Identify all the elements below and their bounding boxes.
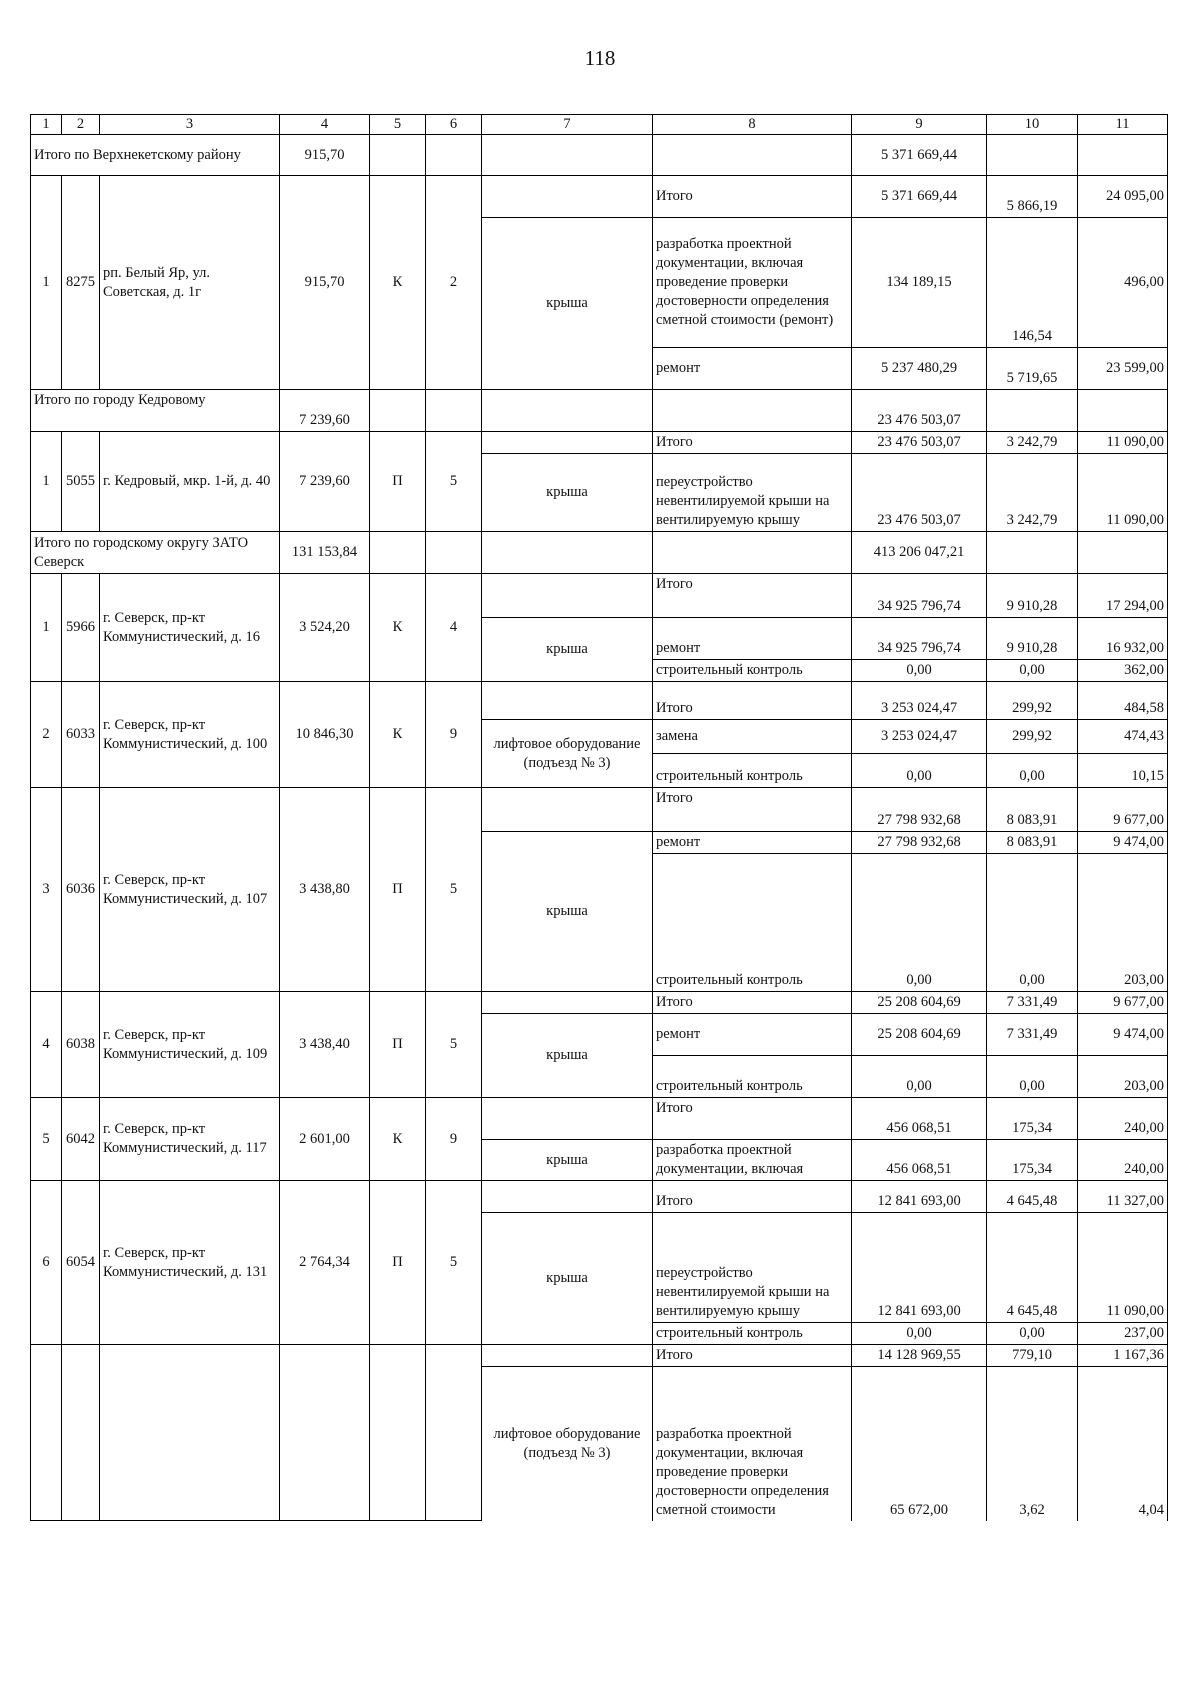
cost-cell: 5 371 669,44	[852, 176, 987, 218]
cost-per-m2-cell: 4 645,48	[987, 1213, 1078, 1323]
district-total-label: Итого по городу Кедровому	[31, 390, 280, 432]
cost-per-m2-cell: 5 719,65	[987, 348, 1078, 390]
wall-material-cell: К	[370, 176, 426, 390]
table-row	[31, 1181, 1168, 1213]
wall-material-cell: П	[370, 788, 426, 992]
area-cell: 915,70	[280, 176, 370, 390]
work-label: строительный контроль	[653, 754, 852, 788]
work-label: разработка проектной документации, включая	[653, 1140, 852, 1181]
work-label: разработка проектной документации, включая проведение проверки достоверности определения сметной стоимости (ремонт)	[653, 218, 852, 348]
work-label: переустройство невентилируемой крыши на вентилируемую крышу	[653, 1213, 852, 1323]
cost-per-m2-cell: 8 083,91	[987, 788, 1078, 832]
house-id: 5966	[62, 574, 100, 682]
cost-per-m2-cell: 146,54	[987, 218, 1078, 348]
cost-cell: 25 208 604,69	[852, 1014, 987, 1056]
cost-cell: 65 672,00	[852, 1367, 987, 1521]
wall-material-cell: П	[370, 1181, 426, 1345]
house-id: 5055	[62, 432, 100, 532]
district-total-label: Итого по Верхнекетскому району	[31, 135, 280, 176]
cost-cell: 12 841 693,00	[852, 1181, 987, 1213]
max-cost-cell: 237,00	[1078, 1323, 1168, 1345]
cost-per-m2-cell: 0,00	[987, 1056, 1078, 1098]
cost-cell: 23 476 503,07	[852, 390, 987, 432]
element-cell: крыша	[482, 618, 653, 682]
floors-cell: 5	[426, 1181, 482, 1345]
work-label: Итого	[653, 682, 852, 720]
column-number: 11	[1078, 115, 1168, 135]
column-number: 10	[987, 115, 1078, 135]
column-number-row	[31, 115, 1168, 135]
area-cell: 7 239,60	[280, 432, 370, 532]
capital-repair-table	[30, 114, 1168, 1521]
wall-material-cell: П	[370, 432, 426, 532]
row-number: 4	[31, 992, 62, 1098]
max-cost-cell: 23 599,00	[1078, 348, 1168, 390]
area-cell: 3 438,40	[280, 992, 370, 1098]
area-cell: 3 524,20	[280, 574, 370, 682]
table-row	[31, 1098, 1168, 1140]
house-id: 6042	[62, 1098, 100, 1181]
table-row	[31, 574, 1168, 618]
address-cell: рп. Белый Яр, ул. Советская, д. 1г	[100, 176, 280, 390]
house-id: 6033	[62, 682, 100, 788]
row-number: 5	[31, 1098, 62, 1181]
cost-cell: 456 068,51	[852, 1098, 987, 1140]
row-number: 1	[31, 574, 62, 682]
row-number: 6	[31, 1181, 62, 1345]
cost-cell: 34 925 796,74	[852, 574, 987, 618]
area-cell: 2 764,34	[280, 1181, 370, 1345]
cost-per-m2-cell: 0,00	[987, 854, 1078, 992]
column-number: 5	[370, 115, 426, 135]
cost-per-m2-cell: 9 910,28	[987, 618, 1078, 660]
cost-per-m2-cell: 7 331,49	[987, 992, 1078, 1014]
column-number: 2	[62, 115, 100, 135]
wall-material-cell: П	[370, 992, 426, 1098]
row-number: 1	[31, 176, 62, 390]
floors-cell: 9	[426, 682, 482, 788]
work-label: ремонт	[653, 1014, 852, 1056]
element-cell: лифтовое оборудование (подъезд № 3)	[482, 1367, 653, 1521]
cost-cell: 0,00	[852, 1056, 987, 1098]
column-number: 7	[482, 115, 653, 135]
floors-cell: 5	[426, 788, 482, 992]
max-cost-cell: 9 677,00	[1078, 992, 1168, 1014]
area-cell: 7 239,60	[280, 390, 370, 432]
cost-cell: 23 476 503,07	[852, 454, 987, 532]
area-cell: 10 846,30	[280, 682, 370, 788]
area-cell: 915,70	[280, 135, 370, 176]
max-cost-cell: 24 095,00	[1078, 176, 1168, 218]
element-cell: лифтовое оборудование (подъезд № 3)	[482, 720, 653, 788]
cost-per-m2-cell: 3 242,79	[987, 432, 1078, 454]
cost-cell: 27 798 932,68	[852, 788, 987, 832]
row-number: 3	[31, 788, 62, 992]
column-number: 1	[31, 115, 62, 135]
cost-cell: 134 189,15	[852, 218, 987, 348]
cost-per-m2-cell: 175,34	[987, 1140, 1078, 1181]
element-cell: крыша	[482, 454, 653, 532]
max-cost-cell: 4,04	[1078, 1367, 1168, 1521]
cost-cell: 14 128 969,55	[852, 1345, 987, 1367]
column-number: 8	[653, 115, 852, 135]
floors-cell: 2	[426, 176, 482, 390]
max-cost-cell: 240,00	[1078, 1140, 1168, 1181]
row-number: 1	[31, 432, 62, 532]
max-cost-cell: 203,00	[1078, 1056, 1168, 1098]
work-label: ремонт	[653, 618, 852, 660]
floors-cell: 5	[426, 432, 482, 532]
work-label: Итого	[653, 574, 852, 618]
district-total-row	[31, 390, 1168, 432]
work-label: переустройство невентилируемой крыши на вентилируемую крышу	[653, 454, 852, 532]
work-label: Итого	[653, 788, 852, 832]
cost-cell: 0,00	[852, 754, 987, 788]
max-cost-cell: 9 474,00	[1078, 1014, 1168, 1056]
cost-cell: 0,00	[852, 660, 987, 682]
cost-cell: 3 253 024,47	[852, 682, 987, 720]
table-row	[31, 432, 1168, 454]
work-label: строительный контроль	[653, 1323, 852, 1345]
max-cost-cell: 1 167,36	[1078, 1345, 1168, 1367]
address-cell: г. Северск, пр-кт Коммунистический, д. 109	[100, 992, 280, 1098]
cost-cell: 413 206 047,21	[852, 532, 987, 574]
house-id: 6038	[62, 992, 100, 1098]
district-total-row	[31, 532, 1168, 574]
page-number: 118	[584, 46, 616, 70]
address-cell: г. Северск, пр-кт Коммунистический, д. 117	[100, 1098, 280, 1181]
work-label: разработка проектной документации, включая проведение проверки достоверности определения сметной стоимости	[653, 1367, 852, 1521]
work-label: замена	[653, 720, 852, 754]
address-cell: г. Северск, пр-кт Коммунистический, д. 16	[100, 574, 280, 682]
max-cost-cell: 17 294,00	[1078, 574, 1168, 618]
floors-cell: 5	[426, 992, 482, 1098]
max-cost-cell: 496,00	[1078, 218, 1168, 348]
row-number: 2	[31, 682, 62, 788]
max-cost-cell: 11 090,00	[1078, 454, 1168, 532]
cost-per-m2-cell: 3,62	[987, 1367, 1078, 1521]
column-number: 9	[852, 115, 987, 135]
cost-cell: 5 237 480,29	[852, 348, 987, 390]
element-cell: крыша	[482, 218, 653, 390]
cost-cell: 23 476 503,07	[852, 432, 987, 454]
max-cost-cell: 9 677,00	[1078, 788, 1168, 832]
column-number: 3	[100, 115, 280, 135]
work-label: ремонт	[653, 832, 852, 854]
max-cost-cell: 474,43	[1078, 720, 1168, 754]
house-id: 6054	[62, 1181, 100, 1345]
max-cost-cell: 484,58	[1078, 682, 1168, 720]
cost-per-m2-cell: 175,34	[987, 1098, 1078, 1140]
wall-material-cell: К	[370, 1098, 426, 1181]
work-label: Итого	[653, 1098, 852, 1140]
cost-per-m2-cell: 3 242,79	[987, 454, 1078, 532]
max-cost-cell: 10,15	[1078, 754, 1168, 788]
work-label: Итого	[653, 432, 852, 454]
floors-cell: 4	[426, 574, 482, 682]
area-cell: 3 438,80	[280, 788, 370, 992]
cost-per-m2-cell: 4 645,48	[987, 1181, 1078, 1213]
district-total-row	[31, 135, 1168, 176]
column-number: 6	[426, 115, 482, 135]
cost-per-m2-cell: 9 910,28	[987, 574, 1078, 618]
table-row	[31, 176, 1168, 218]
cost-per-m2-cell: 0,00	[987, 1323, 1078, 1345]
work-label: Итого	[653, 992, 852, 1014]
element-cell: крыша	[482, 1213, 653, 1345]
address-cell: г. Северск, пр-кт Коммунистический, д. 100	[100, 682, 280, 788]
element-cell: крыша	[482, 1014, 653, 1098]
table-row	[31, 1345, 1168, 1367]
element-cell: крыша	[482, 1140, 653, 1181]
max-cost-cell: 11 090,00	[1078, 432, 1168, 454]
cost-per-m2-cell: 7 331,49	[987, 1014, 1078, 1056]
area-cell: 2 601,00	[280, 1098, 370, 1181]
max-cost-cell: 240,00	[1078, 1098, 1168, 1140]
wall-material-cell: К	[370, 682, 426, 788]
work-label: Итого	[653, 176, 852, 218]
table-row	[31, 992, 1168, 1014]
cost-per-m2-cell: 0,00	[987, 660, 1078, 682]
cost-cell: 0,00	[852, 1323, 987, 1345]
address-cell: г. Кедровый, мкр. 1-й, д. 40	[100, 432, 280, 532]
work-label: Итого	[653, 1181, 852, 1213]
cost-per-m2-cell: 0,00	[987, 754, 1078, 788]
column-number: 4	[280, 115, 370, 135]
work-label: ремонт	[653, 348, 852, 390]
table-row	[31, 788, 1168, 832]
max-cost-cell: 11 090,00	[1078, 1213, 1168, 1323]
element-cell: крыша	[482, 832, 653, 992]
max-cost-cell: 11 327,00	[1078, 1181, 1168, 1213]
address-cell: г. Северск, пр-кт Коммунистический, д. 131	[100, 1181, 280, 1345]
cost-per-m2-cell: 5 866,19	[987, 176, 1078, 218]
cost-cell: 5 371 669,44	[852, 135, 987, 176]
cost-per-m2-cell: 299,92	[987, 720, 1078, 754]
area-cell: 131 153,84	[280, 532, 370, 574]
cost-per-m2-cell: 779,10	[987, 1345, 1078, 1367]
cost-cell: 27 798 932,68	[852, 832, 987, 854]
table-row	[31, 682, 1168, 720]
cost-cell: 12 841 693,00	[852, 1213, 987, 1323]
house-id: 8275	[62, 176, 100, 390]
wall-material-cell: К	[370, 574, 426, 682]
house-id: 6036	[62, 788, 100, 992]
address-cell: г. Северск, пр-кт Коммунистический, д. 107	[100, 788, 280, 992]
district-total-label: Итого по городскому округу ЗАТО Северск	[31, 532, 280, 574]
work-label: строительный контроль	[653, 854, 852, 992]
cost-cell: 25 208 604,69	[852, 992, 987, 1014]
cost-cell: 34 925 796,74	[852, 618, 987, 660]
work-label: строительный контроль	[653, 660, 852, 682]
work-label: строительный контроль	[653, 1056, 852, 1098]
max-cost-cell: 16 932,00	[1078, 618, 1168, 660]
work-label: Итого	[653, 1345, 852, 1367]
max-cost-cell: 203,00	[1078, 854, 1168, 992]
cost-cell: 456 068,51	[852, 1140, 987, 1181]
floors-cell: 9	[426, 1098, 482, 1181]
cost-per-m2-cell: 8 083,91	[987, 832, 1078, 854]
cost-cell: 0,00	[852, 854, 987, 992]
cost-per-m2-cell: 299,92	[987, 682, 1078, 720]
max-cost-cell: 362,00	[1078, 660, 1168, 682]
cost-cell: 3 253 024,47	[852, 720, 987, 754]
max-cost-cell: 9 474,00	[1078, 832, 1168, 854]
